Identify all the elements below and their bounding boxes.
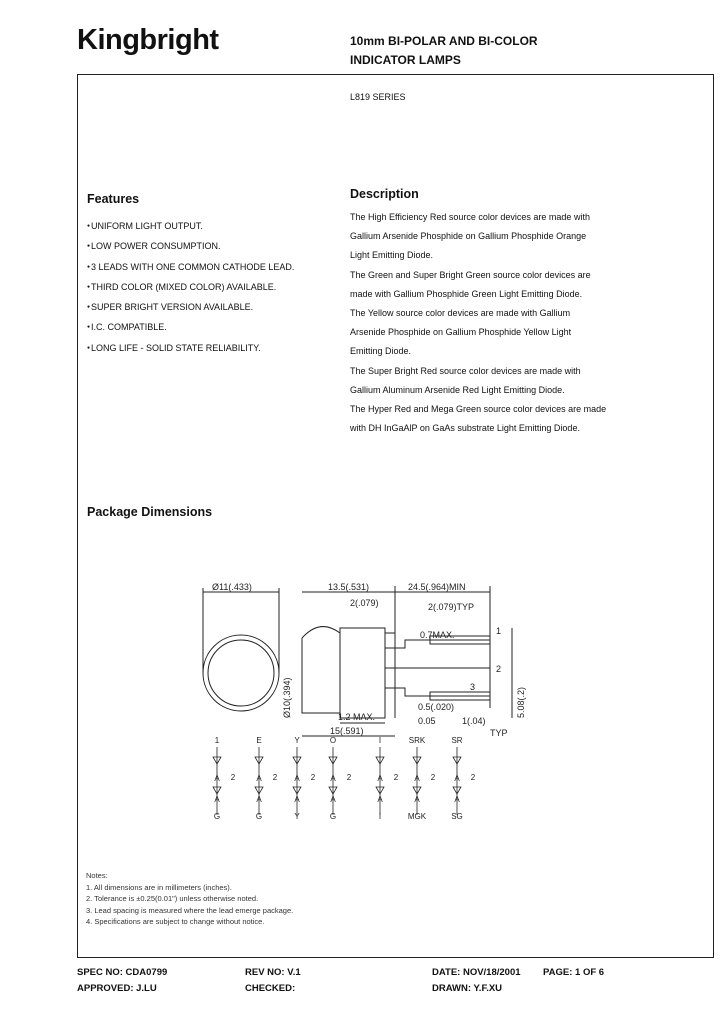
dim-1-04: 1(.04) xyxy=(462,716,486,726)
circuit-pin-label: 2 xyxy=(230,773,236,782)
feature-item: ● THIRD COLOR (MIXED COLOR) AVAILABLE. xyxy=(87,277,337,297)
circuit-pin-label: 2 xyxy=(470,773,475,782)
circuit-mid-label: A xyxy=(256,774,262,783)
dim-body-length: 13.5(.531) xyxy=(328,582,370,592)
circuit-mid-label: A xyxy=(377,774,383,783)
description-line: The Super Bright Red source color devices are made with xyxy=(350,365,581,376)
circuit-mid-label-b: A xyxy=(414,795,420,804)
series-label: L819 SERIES xyxy=(350,92,406,102)
circuit-mid-label-b: A xyxy=(377,795,383,804)
drawn-by: DRAWN: Y.F.XU xyxy=(432,983,503,994)
circuit-bottom-label: SG xyxy=(451,812,463,821)
lamp-front-inner xyxy=(208,640,274,706)
description-line: Gallium Aluminum Arsenide Red Light Emitting Diode. xyxy=(350,384,565,395)
circuit-mid-label-b: A xyxy=(454,795,460,804)
description-line: The Hyper Red and Mega Green source color devices are made xyxy=(350,404,607,415)
feature-item: ● SUPER BRIGHT VERSION AVAILABLE. xyxy=(87,297,337,317)
circuit-bottom-label: I xyxy=(378,812,382,821)
dim-15: 15(.591) xyxy=(330,726,364,736)
page-number: PAGE: 1 OF 6 xyxy=(543,967,605,978)
circuit-bottom-label: G xyxy=(329,812,337,821)
feature-item: ● I.C. COMPATIBLE. xyxy=(87,317,337,337)
circuit-top-label: E xyxy=(256,736,262,745)
circuit-bottom-label: G xyxy=(213,812,221,821)
description-body xyxy=(350,208,640,438)
description-line: The Yellow source color devices are made with Gallium xyxy=(350,308,571,319)
note-item: 1. All dimensions are in millimeters (inches). xyxy=(86,882,232,892)
lamp-front-outer xyxy=(203,635,279,711)
circuit-top-label: SR xyxy=(451,736,463,745)
lead-label-2: 2 xyxy=(496,664,502,674)
circuit-mid-label: A xyxy=(214,774,220,783)
revision-number: REV NO: V.1 xyxy=(245,967,301,978)
circuit-bottom-label: Y xyxy=(294,812,300,821)
circuit-mid-label: A xyxy=(414,774,420,783)
description-line: with DH InGaAlP on GaAs substrate Light Emitting Diode. xyxy=(350,423,580,434)
circuit-mid-label: A xyxy=(330,774,336,783)
dim-vertical: 5.08(.2) xyxy=(516,686,526,718)
approved-by: APPROVED: J.LU xyxy=(77,983,157,994)
circuit-mid-label-b: A xyxy=(330,795,336,804)
description-line: The High Efficiency Red source color devices are made with xyxy=(350,212,590,222)
features-heading: Features xyxy=(87,192,140,206)
note-item: 4. Specifications are subject to change without notice. xyxy=(86,917,265,926)
circuit-mid-label-b: A xyxy=(256,795,262,804)
dim-typ: TYP xyxy=(490,728,508,738)
description-line: Arsenide Phosphide on Gallium Phosphide Yellow Light xyxy=(350,327,572,338)
kingbright-logo: Kingbright xyxy=(77,24,219,56)
circuit-bottom-label: MGK xyxy=(407,812,427,821)
circuit-top-label: 1 xyxy=(214,736,220,745)
circuit-top-label: I xyxy=(378,736,382,745)
feature-item: ● UNIFORM LIGHT OUTPUT. xyxy=(87,216,337,236)
circuit-mid-label: A xyxy=(454,774,460,783)
description-line: Emitting Diode. xyxy=(350,346,412,357)
description-line: Gallium Arsenide Phosphide on Gallium Phosphide Orange xyxy=(350,231,587,242)
spec-number: SPEC NO: CDA0799 xyxy=(77,967,168,978)
description-line: Light Emitting Diode. xyxy=(350,250,434,261)
dim-2-079-typ: 2(.079)TYP xyxy=(428,602,475,612)
document-title xyxy=(350,32,538,70)
features-list xyxy=(87,216,337,358)
notes-block xyxy=(86,870,293,928)
feature-item: ● LONG LIFE - SOLID STATE RELIABILITY. xyxy=(87,338,337,358)
description-line: made with Gallium Phosphide Green Light Emitting Diode. xyxy=(350,288,583,299)
circuit-pin-label: 2 xyxy=(346,773,352,782)
lead-label-3: 3 xyxy=(470,682,476,692)
description-line: The Green and Super Bright Green source color devices are xyxy=(350,269,591,280)
dim-diameter-body: Ø10(.394) xyxy=(282,677,292,718)
dim-1-2-max: 1.2 MAX. xyxy=(338,712,376,722)
dim-005: 0.05 xyxy=(418,716,436,726)
date: DATE: NOV/18/2001 xyxy=(432,967,521,978)
circuit-top-label: Y xyxy=(294,736,300,745)
circuit-top-label: SRK xyxy=(408,736,426,745)
feature-item: ● 3 LEADS WITH ONE COMMON CATHODE LEAD. xyxy=(87,257,337,277)
lamp-body xyxy=(340,628,385,718)
title-line-1: 10mm BI-POLAR AND BI-COLOR xyxy=(350,34,538,48)
description-heading: Description xyxy=(350,187,419,201)
lead-label-1: 1 xyxy=(496,626,502,636)
package-dimensions-heading: Package Dimensions xyxy=(87,505,213,519)
notes-heading: Notes: xyxy=(86,871,108,880)
checked-by: CHECKED: xyxy=(245,983,296,994)
circuit-pin-label: 2 xyxy=(393,773,399,782)
feature-item: ● LOW POWER CONSUMPTION. xyxy=(87,236,337,256)
dim-05: 0.5(.020) xyxy=(418,702,455,712)
circuit-mid-label: A xyxy=(294,774,300,783)
note-item: 3. Lead spacing is measured where the lead emerge package. xyxy=(86,905,294,915)
circuit-pin-label: 2 xyxy=(310,773,316,782)
circuit-top-label: O xyxy=(329,736,337,745)
title-line-2: INDICATOR LAMPS xyxy=(350,53,461,67)
circuit-mid-label-b: A xyxy=(214,795,220,804)
circuit-mid-label-b: A xyxy=(294,795,300,804)
circuit-diagrams xyxy=(205,735,475,825)
dim-diameter-outer: Ø11(.433) xyxy=(212,582,252,592)
note-item: 2. Tolerance is ±0.25(0.01") unless otherwise noted. xyxy=(86,894,259,903)
dim-07-max: 0.7MAX. xyxy=(420,630,455,640)
lamp-dome xyxy=(302,627,340,713)
circuit-pin-label: 2 xyxy=(272,773,278,782)
dim-2-079: 2(.079) xyxy=(350,598,379,608)
circuit-bottom-label: G xyxy=(255,812,263,821)
dim-lead-length: 24.5(.964)MIN xyxy=(408,582,466,592)
circuit-pin-label: 2 xyxy=(430,773,436,782)
